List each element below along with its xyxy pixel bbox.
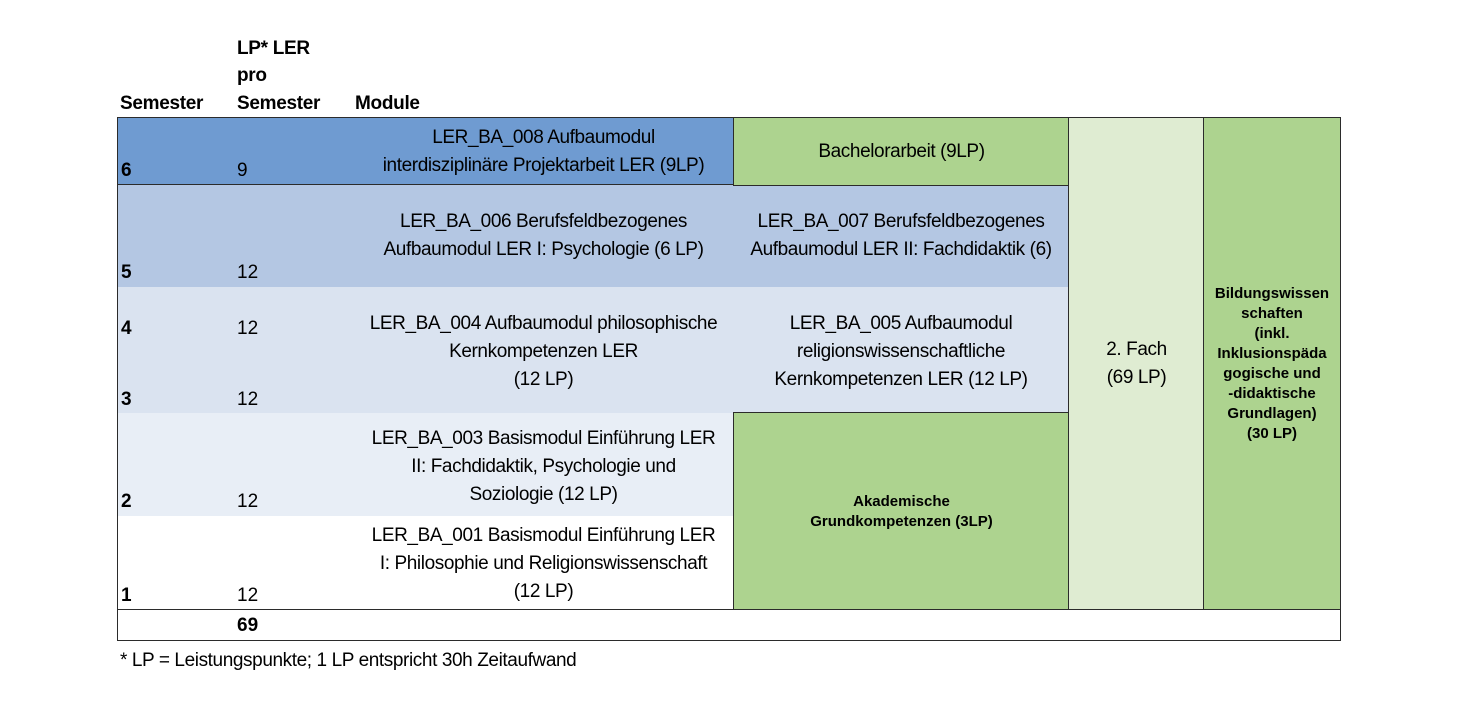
module-ler-ba-004: LER_BA_004 Aufbaumodul philosophische Kernkompetenzen LER (12 LP) [369, 313, 718, 390]
lp-semester-4: 12 [237, 318, 259, 339]
module-ler-ba-005: LER_BA_005 Aufbaumodul religionswissenschaftliche Kernkompetenzen LER (12 LP) [774, 313, 1028, 390]
semester-4: 4 [121, 318, 132, 339]
module-ler-ba-001: LER_BA_001 Basismodul Einführung LER I: Philosophie und Religionswissenschaft (12 LP) [371, 525, 716, 602]
header-lp-line1: LP* LER [237, 38, 310, 59]
module-ler-ba-003: LER_BA_003 Basismodul Einführung LER II: Fachdidaktik, Psychologie und Soziologie (12 LP) [371, 428, 716, 505]
module-ler-ba-006: LER_BA_006 Berufsfeldbezogenes Aufbaumodul LER I: Psychologie (6 LP) [383, 211, 704, 260]
lp-semester-5: 12 [237, 262, 259, 283]
footnote: * LP = Leistungspunkte; 1 LP entspricht 30h Zeitaufwand [120, 650, 577, 671]
semester-2: 2 [121, 491, 132, 512]
module-ler-ba-007: LER_BA_007 Berufsfeldbezogenes Aufbaumodul LER II: Fachdidaktik (6) [750, 211, 1052, 260]
semester-1: 1 [121, 585, 132, 606]
lp-semester-3: 12 [237, 389, 259, 410]
akademische-grundkompetenzen-cell: Akademische Grundkompetenzen (3LP) [733, 412, 1069, 610]
lp-semester-2: 12 [237, 491, 259, 512]
header-lp-line2: pro [237, 65, 267, 86]
total-row [118, 609, 1340, 640]
header-lp-line3: Semester [237, 93, 321, 114]
semester-6: 6 [121, 160, 132, 181]
header-semester: Semester [120, 93, 204, 114]
zweites-fach-cell: 2. Fach (69 LP) [1068, 118, 1204, 609]
lp-semester-6: 9 [237, 160, 248, 181]
total-lp: 69 [237, 615, 259, 636]
semester-3: 3 [121, 389, 132, 410]
module-ler-ba-008: LER_BA_008 Aufbaumodul interdisziplinäre Projektarbeit LER (9LP) [382, 126, 705, 176]
bachelorarbeit-cell: Bachelorarbeit (9LP) [733, 118, 1069, 186]
semester-5: 5 [121, 262, 132, 283]
lp-semester-1: 12 [237, 585, 259, 606]
bildungswissenschaften-cell: Bildungswissen schaften (inkl. Inklusionspäda gogische und -didaktische Grundlagen) (30 LP) [1203, 118, 1340, 609]
header-module: Module [355, 93, 420, 114]
